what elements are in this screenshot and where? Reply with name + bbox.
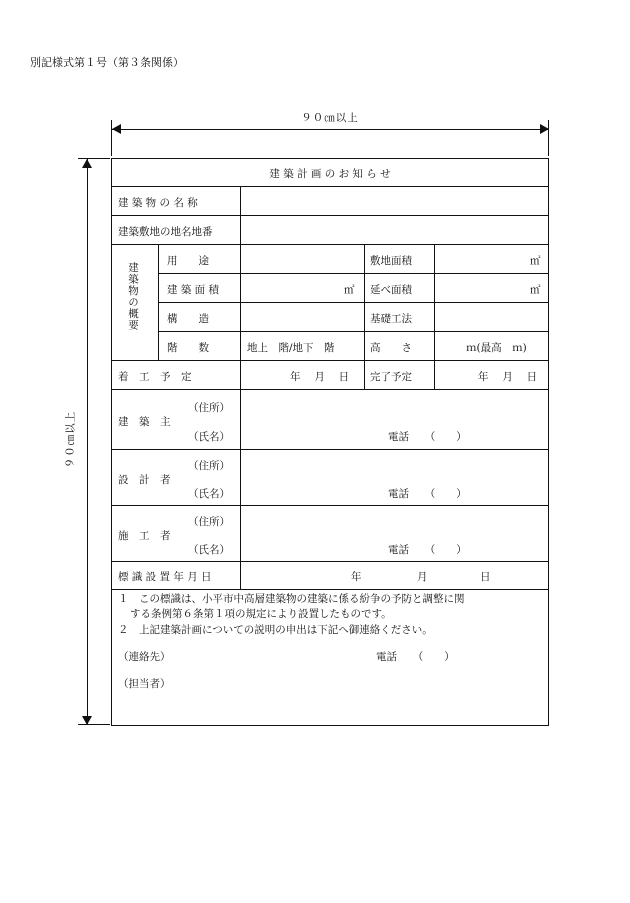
form-caption: 別記様式第１号（第３条関係） (30, 56, 184, 69)
constructor-label: 施 工 者 (118, 530, 171, 542)
note-1-line-2: する条例第６条第１項の規定により設置したものです。 (130, 608, 392, 620)
designer-phone: 電話 （ ） (388, 488, 467, 500)
start-label: 着 工 予 定 (118, 371, 192, 383)
constructor-name-label: （氏名） (188, 544, 230, 556)
note-1-line-1: １ この標識は、小平市中高層建築物の建築に係る紛争の予防と調整に関 (118, 593, 465, 605)
row-divider (111, 561, 549, 562)
start-date: 年 月 日 (290, 371, 350, 383)
arrow-right-icon (540, 124, 549, 134)
row-divider (111, 389, 549, 390)
install-date-label: 標 識 設 置 年 月 日 (118, 571, 212, 583)
floors-label: 階 数 (167, 342, 209, 354)
structure-label: 構 造 (167, 313, 209, 325)
row-divider (111, 186, 549, 187)
complete-label: 完了予定 (370, 371, 412, 383)
row-divider (158, 273, 549, 274)
constructor-phone: 電話 （ ） (388, 544, 467, 556)
row-divider (158, 302, 549, 303)
width-dimension-label: ９０㎝以上 (301, 112, 359, 124)
form-title: 建 築 計 画 の お 知 ら せ (269, 168, 391, 180)
designer-name-label: （氏名） (188, 488, 230, 500)
foundation-label: 基礎工法 (370, 313, 412, 325)
width-dimension-line (112, 129, 549, 130)
note-2: ２ 上記建築計画についての説明の申出は下記へ御連絡ください。 (118, 624, 433, 636)
person-in-charge-label: （担当者） (118, 678, 171, 690)
building-name-label: 建 築 物 の 名 称 (118, 197, 198, 209)
site-area-label: 敷地面積 (370, 255, 412, 267)
arrow-left-icon (112, 124, 121, 134)
floors-value: 地上 階/地下 階 (247, 342, 335, 354)
row-divider (111, 215, 549, 216)
row-divider (111, 449, 549, 450)
height-label: 高 さ (370, 342, 412, 354)
designer-label: 設 計 者 (118, 474, 171, 486)
building-area-label: 建 築 面 積 (167, 284, 220, 296)
row-divider (111, 505, 549, 506)
owner-label: 建 築 主 (118, 416, 171, 428)
column-divider (434, 244, 435, 389)
row-divider (111, 244, 549, 245)
floor-area-unit: ㎡ (530, 284, 541, 296)
height-dimension-label: ９０㎝以上 (64, 410, 77, 469)
row-divider (111, 589, 549, 590)
contact-phone: 電話 （ ） (376, 651, 455, 663)
arrow-down-icon (82, 716, 92, 725)
column-divider (158, 244, 159, 360)
floor-area-label: 延べ面積 (370, 284, 412, 296)
owner-address-label: （住所） (188, 402, 230, 414)
site-address-label: 建築敷地の地名地番 (118, 226, 213, 238)
constructor-address-label: （住所） (188, 516, 230, 528)
height-value: ｍ(最高 ｍ) (466, 342, 527, 354)
install-day: 日 (480, 571, 491, 583)
install-year: 年 (351, 571, 362, 583)
use-label: 用 途 (167, 255, 209, 267)
building-area-unit: ㎡ (344, 284, 355, 296)
owner-name-label: （氏名） (188, 431, 230, 443)
row-divider (158, 331, 549, 332)
contact-label: （連絡先） (118, 651, 171, 663)
owner-phone: 電話 （ ） (388, 431, 467, 443)
height-dimension-line (87, 159, 88, 724)
row-divider (111, 360, 549, 361)
site-area-unit: ㎡ (530, 255, 541, 267)
column-divider (364, 244, 365, 389)
overview-label: 建築物の概要 (127, 262, 139, 331)
arrow-up-icon (82, 159, 92, 168)
complete-date: 年 月 日 (478, 371, 538, 383)
install-month: 月 (417, 571, 428, 583)
designer-address-label: （住所） (188, 460, 230, 472)
column-divider (240, 186, 241, 589)
